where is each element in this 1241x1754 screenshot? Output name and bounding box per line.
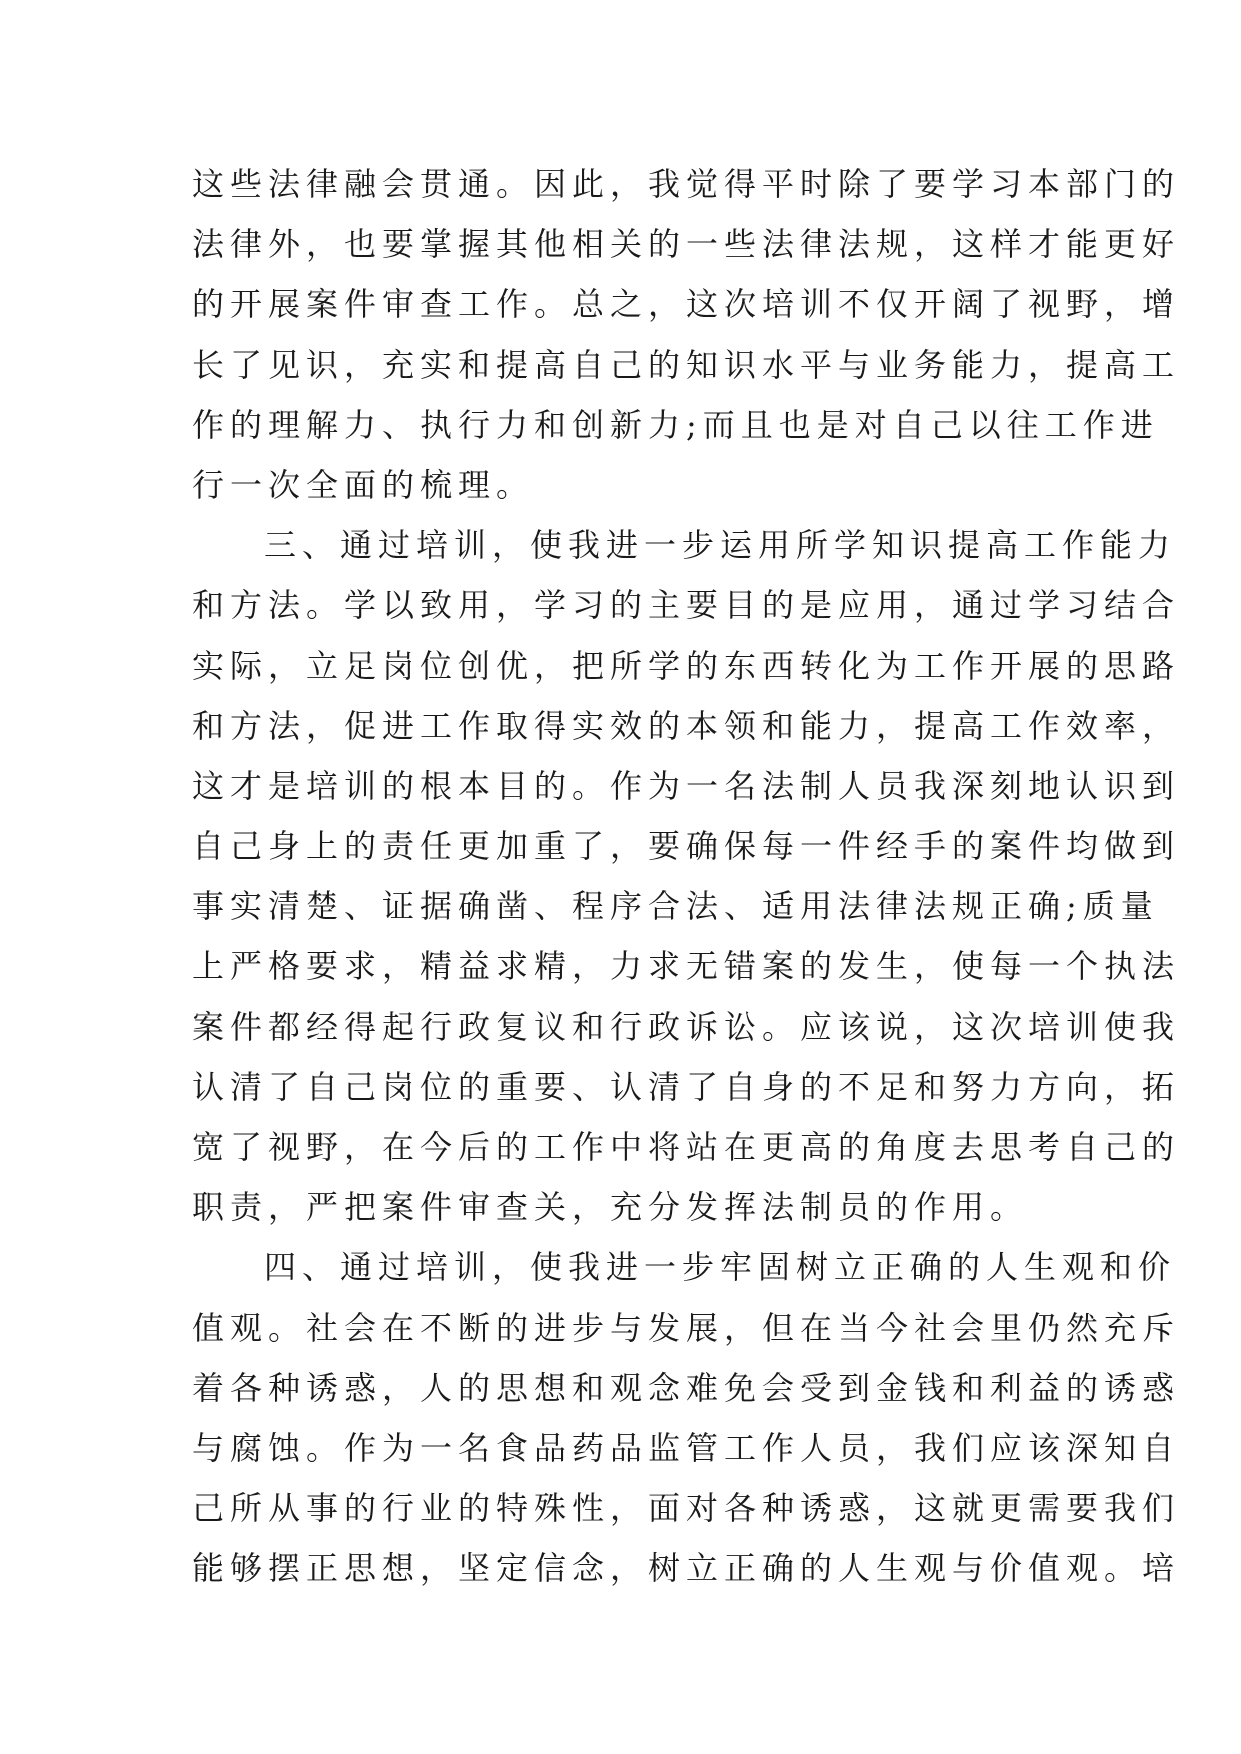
paragraph-3 xyxy=(192,1237,1181,1598)
paragraph-2 xyxy=(192,515,1181,1237)
text-line: 事实清楚、证据确凿、程序合法、适用法律法规正确;质量 xyxy=(192,887,1159,926)
text-line-indented: 三、通过培训，使我进一步运用所学知识提高工作能力 xyxy=(264,526,1177,565)
text-line: 案件都经得起行政复议和行政诉讼。应该说，这次培训使我 xyxy=(192,1007,1181,1046)
text-line: 这些法律融会贯通。因此，我觉得平时除了要学习本部门的 xyxy=(192,165,1181,203)
text-line: 自己身上的责任更加重了，要确保每一件经手的案件均做到 xyxy=(192,827,1181,866)
text-line: 和方法。学以致用，学习的主要目的是应用，通过学习结合 xyxy=(192,586,1181,625)
text-line: 和方法，促进工作取得实效的本领和能力，提高工作效率， xyxy=(192,706,1181,745)
text-line: 能够摆正思想，坚定信念，树立正确的人生观与价值观。培 xyxy=(192,1549,1181,1588)
text-line: 宽了视野，在今后的工作中将站在更高的角度去思考自己的 xyxy=(192,1128,1181,1166)
text-line: 法律外，也要掌握其他相关的一些法律法规，这样才能更好 xyxy=(192,225,1181,264)
text-line-indented: 四、通过培训，使我进一步牢固树立正确的人生观和价 xyxy=(264,1248,1177,1287)
text-line: 长了见识，充实和提高自己的知识水平与业务能力，提高工 xyxy=(192,345,1181,384)
text-line: 的开展案件审查工作。总之，这次培训不仅开阔了视野，增 xyxy=(192,285,1181,324)
text-line: 值观。社会在不断的进步与发展，但在当今社会里仍然充斥 xyxy=(192,1308,1181,1347)
text-line: 认清了自己岗位的重要、认清了自身的不足和努力方向，拓 xyxy=(192,1067,1181,1106)
text-line: 实际，立足岗位创优，把所学的东西转化为工作开展的思路 xyxy=(192,646,1181,685)
text-line: 己所从事的行业的特殊性，面对各种诱惑，这就更需要我们 xyxy=(192,1489,1181,1528)
document-body xyxy=(192,154,1181,1599)
text-line: 上严格要求，精益求精，力求无错案的发生，使每一个执法 xyxy=(192,947,1181,986)
paragraph-1 xyxy=(192,154,1181,515)
text-line: 行一次全面的梳理。 xyxy=(192,465,535,504)
text-line: 与腐蚀。作为一名食品药品监管工作人员，我们应该深知自 xyxy=(192,1428,1181,1467)
text-line: 职责，严把案件审查关，充分发挥法制员的作用。 xyxy=(192,1188,1029,1227)
text-line: 这才是培训的根本目的。作为一名法制人员我深刻地认识到 xyxy=(192,766,1181,805)
text-line: 着各种诱惑，人的思想和观念难免会受到金钱和利益的诱惑 xyxy=(192,1368,1181,1407)
text-line: 作的理解力、执行力和创新力;而且也是对自己以往工作进 xyxy=(192,405,1159,444)
